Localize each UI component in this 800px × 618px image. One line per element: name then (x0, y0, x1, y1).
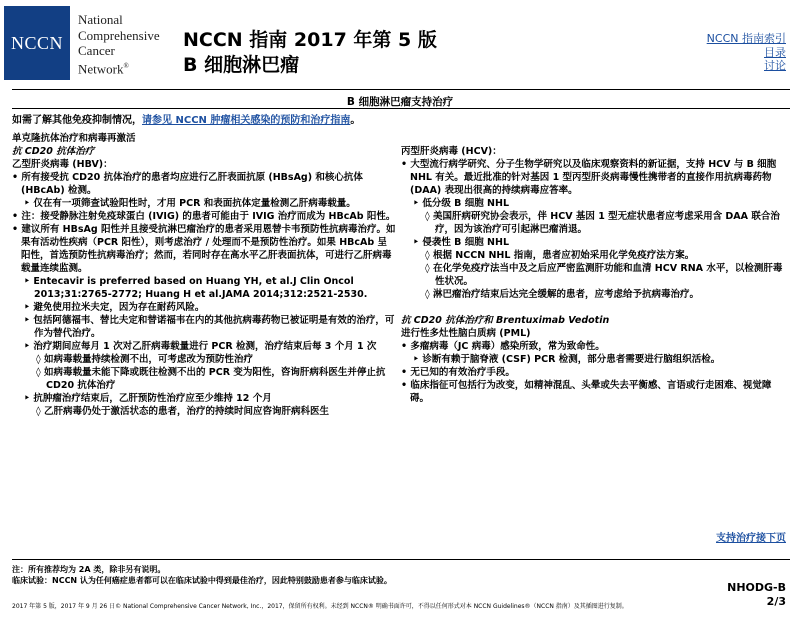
page-code: NHODG-B (727, 581, 786, 594)
hbv-item: • 所有接受抗 CD20 抗体治疗的患者均应进行乙肝表面抗原 (HBsAg) 和核心抗体 (HBcAb) 检测。 (12, 172, 363, 196)
left-column (12, 132, 396, 418)
nccn-logo (4, 6, 169, 80)
pml-heading: 抗 CD20 抗体治疗和 Brentuximab Vedotin (401, 315, 610, 326)
hcv-item: ◊ 美国肝病研究协会表示，伴 HCV 基因 1 型无症状患者应考虑采用含 DAA 联合治疗，因为该治疗可引起淋巴瘤消退。 (425, 211, 780, 235)
hbv-item: ‣ Entecavir is preferred based on Huang YH, et al.J Clin Oncol 2013;31:2765-2772; Huang H et al.JAMA 2014;312:2521-2530. (24, 276, 368, 300)
hbv-item: ◊ 如病毒载量未能下降或既往检测不出的 PCR 变为阳性，咨询肝病科医生并停止抗 CD20 抗体治疗 (36, 367, 386, 391)
logo-line-4-text: Network (78, 60, 124, 76)
hcv-item: • 大型流行病学研究、分子生物学研究以及临床观察资料的新证据，支持 HCV 与 B 细胞 NHL 有关。最近批准的针对基因 1 型丙型肝炎病毒慢性携带者的直接作用抗病毒药物 (DAA) 表现出很高的持续病毒应答率。 (401, 159, 777, 196)
pml-item: • 临床指征可包括行为改变，如精神混乱、头晕或失去平衡感、言语或行走困难、视觉障碍。 (401, 380, 772, 404)
hcv-item: ◊ 淋巴瘤治疗结束后达完全缓解的患者，应考虑给予抗病毒治疗。 (425, 289, 700, 300)
top-navigation (707, 32, 786, 73)
intro-suffix: 。 (350, 115, 361, 126)
left-subheading: 抗 CD20 抗体治疗 (12, 146, 95, 157)
page-number: 2/3 (766, 595, 786, 608)
header-rule-bottom (12, 108, 790, 109)
page-title (183, 28, 437, 78)
title-line-1: NCCN 指南 2017 年第 5 版 (183, 29, 437, 51)
nav-toc-link[interactable]: 目录 (764, 45, 786, 59)
hbv-item: ‣ 仅在有一项筛查试验阳性时，才用 PCR 和表面抗体定量检测乙肝病毒载量。 (24, 198, 356, 209)
footer-rule (12, 559, 790, 560)
registered-mark: ® (123, 61, 129, 70)
nav-guideline-index-link[interactable]: NCCN 指南索引 (706, 32, 786, 45)
footnote-category: 注：所有推荐均为 2A 类，除非另有说明。 (12, 565, 166, 574)
right-column (401, 145, 789, 405)
logo-line-4 (78, 59, 160, 77)
nav-discussion-link[interactable]: 讨论 (764, 59, 786, 72)
hbv-title: 乙型肝炎病毒 (HBV)： (12, 159, 113, 170)
intro-prefix: 如需了解其他免疫抑制情况， (12, 115, 142, 126)
next-page-link[interactable]: 支持治疗接下页 (716, 533, 786, 544)
section-title: B 细胞淋巴瘤支持治疗 (346, 96, 454, 108)
pml-item: ‣ 诊断有赖于脑脊液 (CSF) PCR 检测，部分患者需要进行脑组织活检。 (413, 354, 721, 365)
title-line-2: B 细胞淋巴瘤 (183, 54, 300, 76)
hcv-item: ◊ 根据 NCCN NHL 指南，患者应初始采用化学免疫疗法方案。 (425, 250, 695, 261)
hbv-item: ‣ 避免使用拉米夫定，因为存在耐药风险。 (24, 302, 205, 313)
logo-text (78, 12, 160, 76)
hbv-item: ◊ 乙肝病毒仍处于激活状态的患者，治疗的持续时间应咨询肝病科医生 (36, 406, 330, 417)
hcv-item: ‣ 低分级 B 细胞 NHL (413, 198, 509, 209)
hcv-item: ‣ 侵袭性 B 细胞 NHL (413, 237, 509, 248)
hcv-item: ◊ 在化学免疫疗法当中及之后应严密监测肝功能和血清 HCV RNA 水平，以检测肝毒性状况。 (425, 263, 783, 287)
pml-item: • 多瘤病毒（JC 病毒）感染所致，常为致命性。 (401, 341, 605, 352)
footnotes (12, 564, 392, 586)
hcv-title: 丙型肝炎病毒 (HCV)： (401, 146, 502, 157)
header-rule-top (12, 89, 790, 90)
hbv-item: ◊ 如病毒载量持续检测不出，可考虑改为预防性治疗 (36, 354, 254, 365)
hbv-item: ‣ 包括阿德福韦、替比夫定和替诺福韦在内的其他抗病毒药物已被证明是有效的治疗，可作为替代治疗。 (24, 315, 395, 339)
infection-guideline-link[interactable]: 请参见 NCCN 肿瘤相关感染的预防和治疗指南 (142, 115, 351, 126)
hbv-item: • 注：接受静脉注射免疫球蛋白 (IVIG) 的患者可能由于 IVIG 治疗而成为 HBcAb 阳性。 (12, 211, 396, 222)
intro-text (12, 111, 360, 126)
logo-line-3: Cancer (78, 43, 115, 58)
copyright-notice: 2017 年第 5 版，2017 年 9 月 26 日© National Comprehensive Cancer Network, Inc.，2017，保留所有权利。未经到 NCCN® 明确书面许可，不得以任何形式对本 NCCN Guidelines®（NCCN 指南）及其插图进行复制。 (12, 603, 628, 610)
hbv-item: • 建议所有 HBsAg 阳性并且接受抗淋巴瘤治疗的患者采用恩替卡韦预防性抗病毒治疗。如果有活动性疾病（PCR 阳性），则考虑治疗 / 处理而不是预防性治疗。如果 HBcAb 呈阳性，首选预防性抗病毒治疗；然而，若同时存在高水平乙肝表面抗体，可进行乙肝病毒载量连续监测。 (12, 224, 396, 274)
logo-line-1: National (78, 12, 123, 27)
logo-box: NCCN (4, 6, 70, 80)
pml-title: 进行性多灶性脑白质病 (PML) (401, 328, 531, 339)
logo-line-2: Comprehensive (78, 27, 160, 43)
pml-item: • 无已知的有效治疗手段。 (401, 367, 515, 378)
left-heading: 单克隆抗体治疗和病毒再激活 (12, 133, 136, 144)
hbv-item: ‣ 抗肿瘤治疗结束后，乙肝预防性治疗应至少维持 12 个月 (24, 393, 272, 404)
footnote-clinical-trials: 临床试验：NCCN 认为任何癌症患者都可以在临床试验中得到最佳治疗，因此特别鼓励患者参与临床试验。 (12, 576, 392, 585)
page-code-block (727, 581, 786, 609)
hbv-item: ‣ 治疗期间应每月 1 次对乙肝病毒载量进行 PCR 检测，治疗结束后每 3 个月 1 次 (24, 341, 377, 352)
